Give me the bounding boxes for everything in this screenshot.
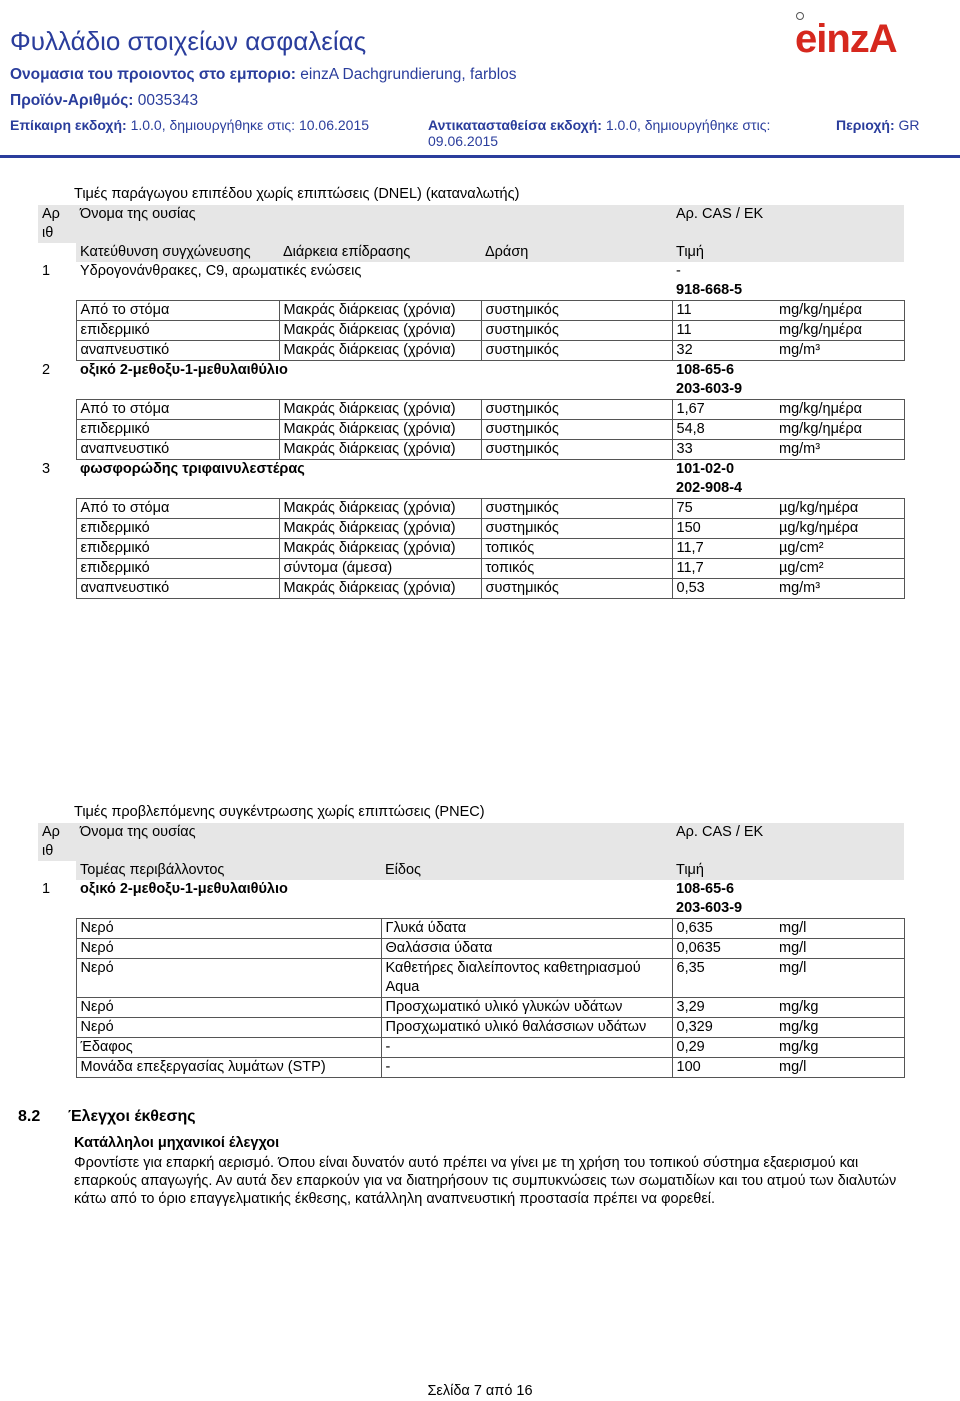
dnel-head-no: Αρ ιθ <box>38 205 76 243</box>
value-cell: 11,7 <box>672 539 775 559</box>
pnec-value-row <box>38 1018 904 1038</box>
substance-cas: 101-02-0 202-908-4 <box>676 461 743 496</box>
dnel-value-row <box>38 321 904 341</box>
unit-cell: µg/cm² <box>775 559 904 579</box>
effect-cell: συστημικός <box>481 321 672 341</box>
sector-cell: Νερό <box>76 939 381 959</box>
pnec-substance-no: 1 <box>42 881 51 897</box>
dnel-head-effect: Δράση <box>481 243 672 262</box>
type-cell: Προσχωματικό υλικό γλυκών υδάτων <box>381 998 672 1018</box>
dnel-head-cas: Αρ. CAS / ΕΚ <box>672 205 904 243</box>
effect-cell: συστημικός <box>481 341 672 361</box>
unit-cell: mg/l <box>775 959 904 998</box>
pnec-header-row-2 <box>38 861 904 880</box>
dnel-head-name: Όνομα της ουσίας <box>76 205 672 243</box>
value-cell: 0,29 <box>672 1038 775 1058</box>
unit-cell: mg/kg <box>775 1038 904 1058</box>
dnel-substance-row <box>38 361 904 400</box>
pnec-value-row <box>38 998 904 1018</box>
route-cell: Από το στόμα <box>76 499 279 519</box>
pnec-head-cas: Αρ. CAS / ΕΚ <box>672 823 904 861</box>
pnec-value-row <box>38 919 904 939</box>
unit-cell: mg/l <box>775 919 904 939</box>
region: Περιοχή: GR <box>836 117 920 133</box>
substance-no: 1 <box>42 263 51 279</box>
route-cell: αναπνευστικό <box>76 579 279 599</box>
dnel-value-row <box>38 440 904 460</box>
duration-cell: Μακράς διάρκειας (χρόνια) <box>279 321 481 341</box>
einza-logo <box>795 6 915 54</box>
effect-cell: συστημικός <box>481 420 672 440</box>
unit-cell: mg/m³ <box>775 440 904 460</box>
unit-cell: mg/kg/ημέρα <box>775 321 904 341</box>
dnel-value-row <box>38 519 904 539</box>
value-cell: 1,67 <box>672 400 775 420</box>
type-cell: Προσχωματικό υλικό θαλάσσιων υδάτων <box>381 1018 672 1038</box>
value-cell: 33 <box>672 440 775 460</box>
unit-cell: mg/l <box>775 1058 904 1078</box>
duration-cell: Μακράς διάρκειας (χρόνια) <box>279 440 481 460</box>
value-cell: 11,7 <box>672 559 775 579</box>
type-cell: Θαλάσσια ύδατα <box>381 939 672 959</box>
current-version: Επίκαιρη εκδοχή: 1.0.0, δημιουργήθηκε στις: 10.06.2015 <box>10 117 370 133</box>
substance-no: 3 <box>42 460 51 477</box>
duration-cell: Μακράς διάρκειας (χρόνια) <box>279 341 481 361</box>
effect-cell: τοπικός <box>481 559 672 579</box>
unit-cell: µg/kg/ημέρα <box>775 499 904 519</box>
substance-name: Υδρογονάνθρακες, C9, αρωματικές ενώσεις <box>80 263 362 279</box>
value-cell: 32 <box>672 341 775 361</box>
effect-cell: συστημικός <box>481 579 672 599</box>
duration-cell: Μακράς διάρκειας (χρόνια) <box>279 400 481 420</box>
dnel-head-duration: Διάρκεια επίδρασης <box>279 243 481 262</box>
svg-text:einzA: einzA <box>795 17 897 54</box>
pnec-head-name: Όνομα της ουσίας <box>76 823 672 861</box>
dnel-caption: Τιμές παράγωγου επιπέδου χωρίς επιπτώσεις (DNEL) (καταναλωτής) <box>74 186 520 202</box>
sector-cell: Νερό <box>76 998 381 1018</box>
dnel-substance-row <box>38 460 904 499</box>
duration-cell: Μακράς διάρκειας (χρόνια) <box>279 579 481 599</box>
duration-cell: σύντομα (άμεσα) <box>279 559 481 579</box>
effect-cell: συστημικός <box>481 499 672 519</box>
route-cell: αναπνευστικό <box>76 440 279 460</box>
value-cell: 100 <box>672 1058 775 1078</box>
unit-cell: mg/kg/ημέρα <box>775 400 904 420</box>
duration-cell: Μακράς διάρκειας (χρόνια) <box>279 301 481 321</box>
pnec-header-row-1 <box>38 823 904 861</box>
value-cell: 11 <box>672 301 775 321</box>
pnec-value-row <box>38 1058 904 1078</box>
pnec-value-row <box>38 1038 904 1058</box>
route-cell: επιδερμικό <box>76 321 279 341</box>
dnel-header-row-2 <box>38 243 904 262</box>
replaced-version: Αντικατασταθείσα εκδοχή: 1.0.0, δημιουργήθηκε στις: 09.06.2015 <box>428 117 771 149</box>
dnel-head-route: Κατεύθυνση συγχώνευσης <box>76 243 279 262</box>
unit-cell: mg/m³ <box>775 341 904 361</box>
pnec-head-sector: Τομέας περιβάλλοντος <box>76 861 381 880</box>
product-number-line: Προϊόν-Αριθμός: 0035343 <box>10 92 199 109</box>
pnec-head-value: Τιμή <box>672 861 904 880</box>
substance-name: φωσφορώδης τριφαινυλεστέρας <box>80 461 305 477</box>
type-cell: - <box>381 1038 672 1058</box>
dnel-head-value: Τιμή <box>672 243 904 262</box>
unit-cell: mg/kg <box>775 998 904 1018</box>
unit-cell: µg/cm² <box>775 539 904 559</box>
sector-cell: Νερό <box>76 1018 381 1038</box>
type-cell: - <box>381 1058 672 1078</box>
dnel-value-row <box>38 559 904 579</box>
unit-cell: mg/kg/ημέρα <box>775 420 904 440</box>
effect-cell: συστημικός <box>481 519 672 539</box>
pnec-substance-cas: 108-65-6 203-603-9 <box>676 881 743 916</box>
value-cell: 0,53 <box>672 579 775 599</box>
value-cell: 3,29 <box>672 998 775 1018</box>
dnel-value-row <box>38 301 904 321</box>
section-number: 8.2 <box>18 1108 41 1125</box>
dnel-value-row <box>38 499 904 519</box>
pnec-head-type: Είδος <box>381 861 672 880</box>
pnec-value-row <box>38 959 904 998</box>
section-title: Έλεγχοι έκθεσης <box>68 1108 196 1125</box>
pnec-substance-row <box>38 880 904 919</box>
value-cell: 75 <box>672 499 775 519</box>
pnec-value-row <box>38 939 904 959</box>
value-cell: 11 <box>672 321 775 341</box>
dnel-header-row-1 <box>38 205 904 243</box>
duration-cell: Μακράς διάρκειας (χρόνια) <box>279 499 481 519</box>
substance-cas: 108-65-6 203-603-9 <box>676 362 743 397</box>
document-title: Φυλλάδιο στοιχείων ασφαλείας <box>10 26 367 56</box>
section-text: Φροντίστε για επαρκή αερισμό. Όπου είναι δυνατόν αυτό πρέπει να γίνει με τη χρήση του τοπικού σύστημα εξαερισμού και επαρκούς απαγωγής. Αν αυτά δεν επαρκούν για να διατηρήσουν τις συμπυκνώσεις των σωματιδίων και του ατμού των διαλυτών κάτω από το όριο επαγγελματικής έκθεσης, κατάλληλη αναπνευστική προστασία πρέπει να φορεθεί. <box>74 1155 897 1207</box>
unit-cell: mg/kg/ημέρα <box>775 301 904 321</box>
type-cell: Γλυκά ύδατα <box>381 919 672 939</box>
section-subtitle: Κατάλληλοι μηχανικοί έλεγχοι <box>74 1135 280 1151</box>
pnec-table <box>38 823 905 1078</box>
sector-cell: Μονάδα επεξεργασίας λυμάτων (STP) <box>76 1058 381 1078</box>
value-cell: 6,35 <box>672 959 775 998</box>
route-cell: Από το στόμα <box>76 400 279 420</box>
product-name-line: Ονομασια του προιοντος στο εμποριο: einzA Dachgrundierung, farblos <box>10 66 517 83</box>
substance-no: 2 <box>42 361 51 378</box>
duration-cell: Μακράς διάρκειας (χρόνια) <box>279 420 481 440</box>
route-cell: επιδερμικό <box>76 420 279 440</box>
header-divider <box>0 155 960 158</box>
dnel-value-row <box>38 341 904 361</box>
unit-cell: mg/l <box>775 939 904 959</box>
unit-cell: mg/m³ <box>775 579 904 599</box>
route-cell: Από το στόμα <box>76 301 279 321</box>
duration-cell: Μακράς διάρκειας (χρόνια) <box>279 539 481 559</box>
effect-cell: συστημικός <box>481 400 672 420</box>
effect-cell: συστημικός <box>481 301 672 321</box>
duration-cell: Μακράς διάρκειας (χρόνια) <box>279 519 481 539</box>
route-cell: επιδερμικό <box>76 539 279 559</box>
route-cell: επιδερμικό <box>76 559 279 579</box>
dnel-value-row <box>38 400 904 420</box>
substance-cas: - 918-668-5 <box>676 263 743 298</box>
page-number: Σελίδα 7 από 16 <box>427 1383 533 1399</box>
unit-cell: mg/kg <box>775 1018 904 1038</box>
value-cell: 0,0635 <box>672 939 775 959</box>
effect-cell: τοπικός <box>481 539 672 559</box>
dnel-table <box>38 205 905 599</box>
type-cell: Καθετήρες διαλείποντος καθετηριασμού Aqua <box>381 959 672 998</box>
route-cell: επιδερμικό <box>76 519 279 539</box>
dnel-value-row <box>38 420 904 440</box>
route-cell: αναπνευστικό <box>76 341 279 361</box>
value-cell: 0,635 <box>672 919 775 939</box>
substance-name: οξικό 2-μεθοξυ-1-μεθυλαιθύλιο <box>80 362 288 378</box>
dnel-value-row <box>38 579 904 599</box>
effect-cell: συστημικός <box>481 440 672 460</box>
value-cell: 150 <box>672 519 775 539</box>
pnec-head-no: Αρ ιθ <box>38 823 76 861</box>
pnec-caption: Τιμές προβλεπόμενης συγκέντρωσης χωρίς επιπτώσεις (PNEC) <box>74 804 485 820</box>
sector-cell: Έδαφος <box>76 1038 381 1058</box>
pnec-substance-name: οξικό 2-μεθοξυ-1-μεθυλαιθύλιο <box>80 881 288 897</box>
sector-cell: Νερό <box>76 919 381 939</box>
dnel-substance-row <box>38 262 904 301</box>
unit-cell: µg/kg/ημέρα <box>775 519 904 539</box>
dnel-value-row <box>38 539 904 559</box>
value-cell: 0,329 <box>672 1018 775 1038</box>
value-cell: 54,8 <box>672 420 775 440</box>
sector-cell: Νερό <box>76 959 381 998</box>
